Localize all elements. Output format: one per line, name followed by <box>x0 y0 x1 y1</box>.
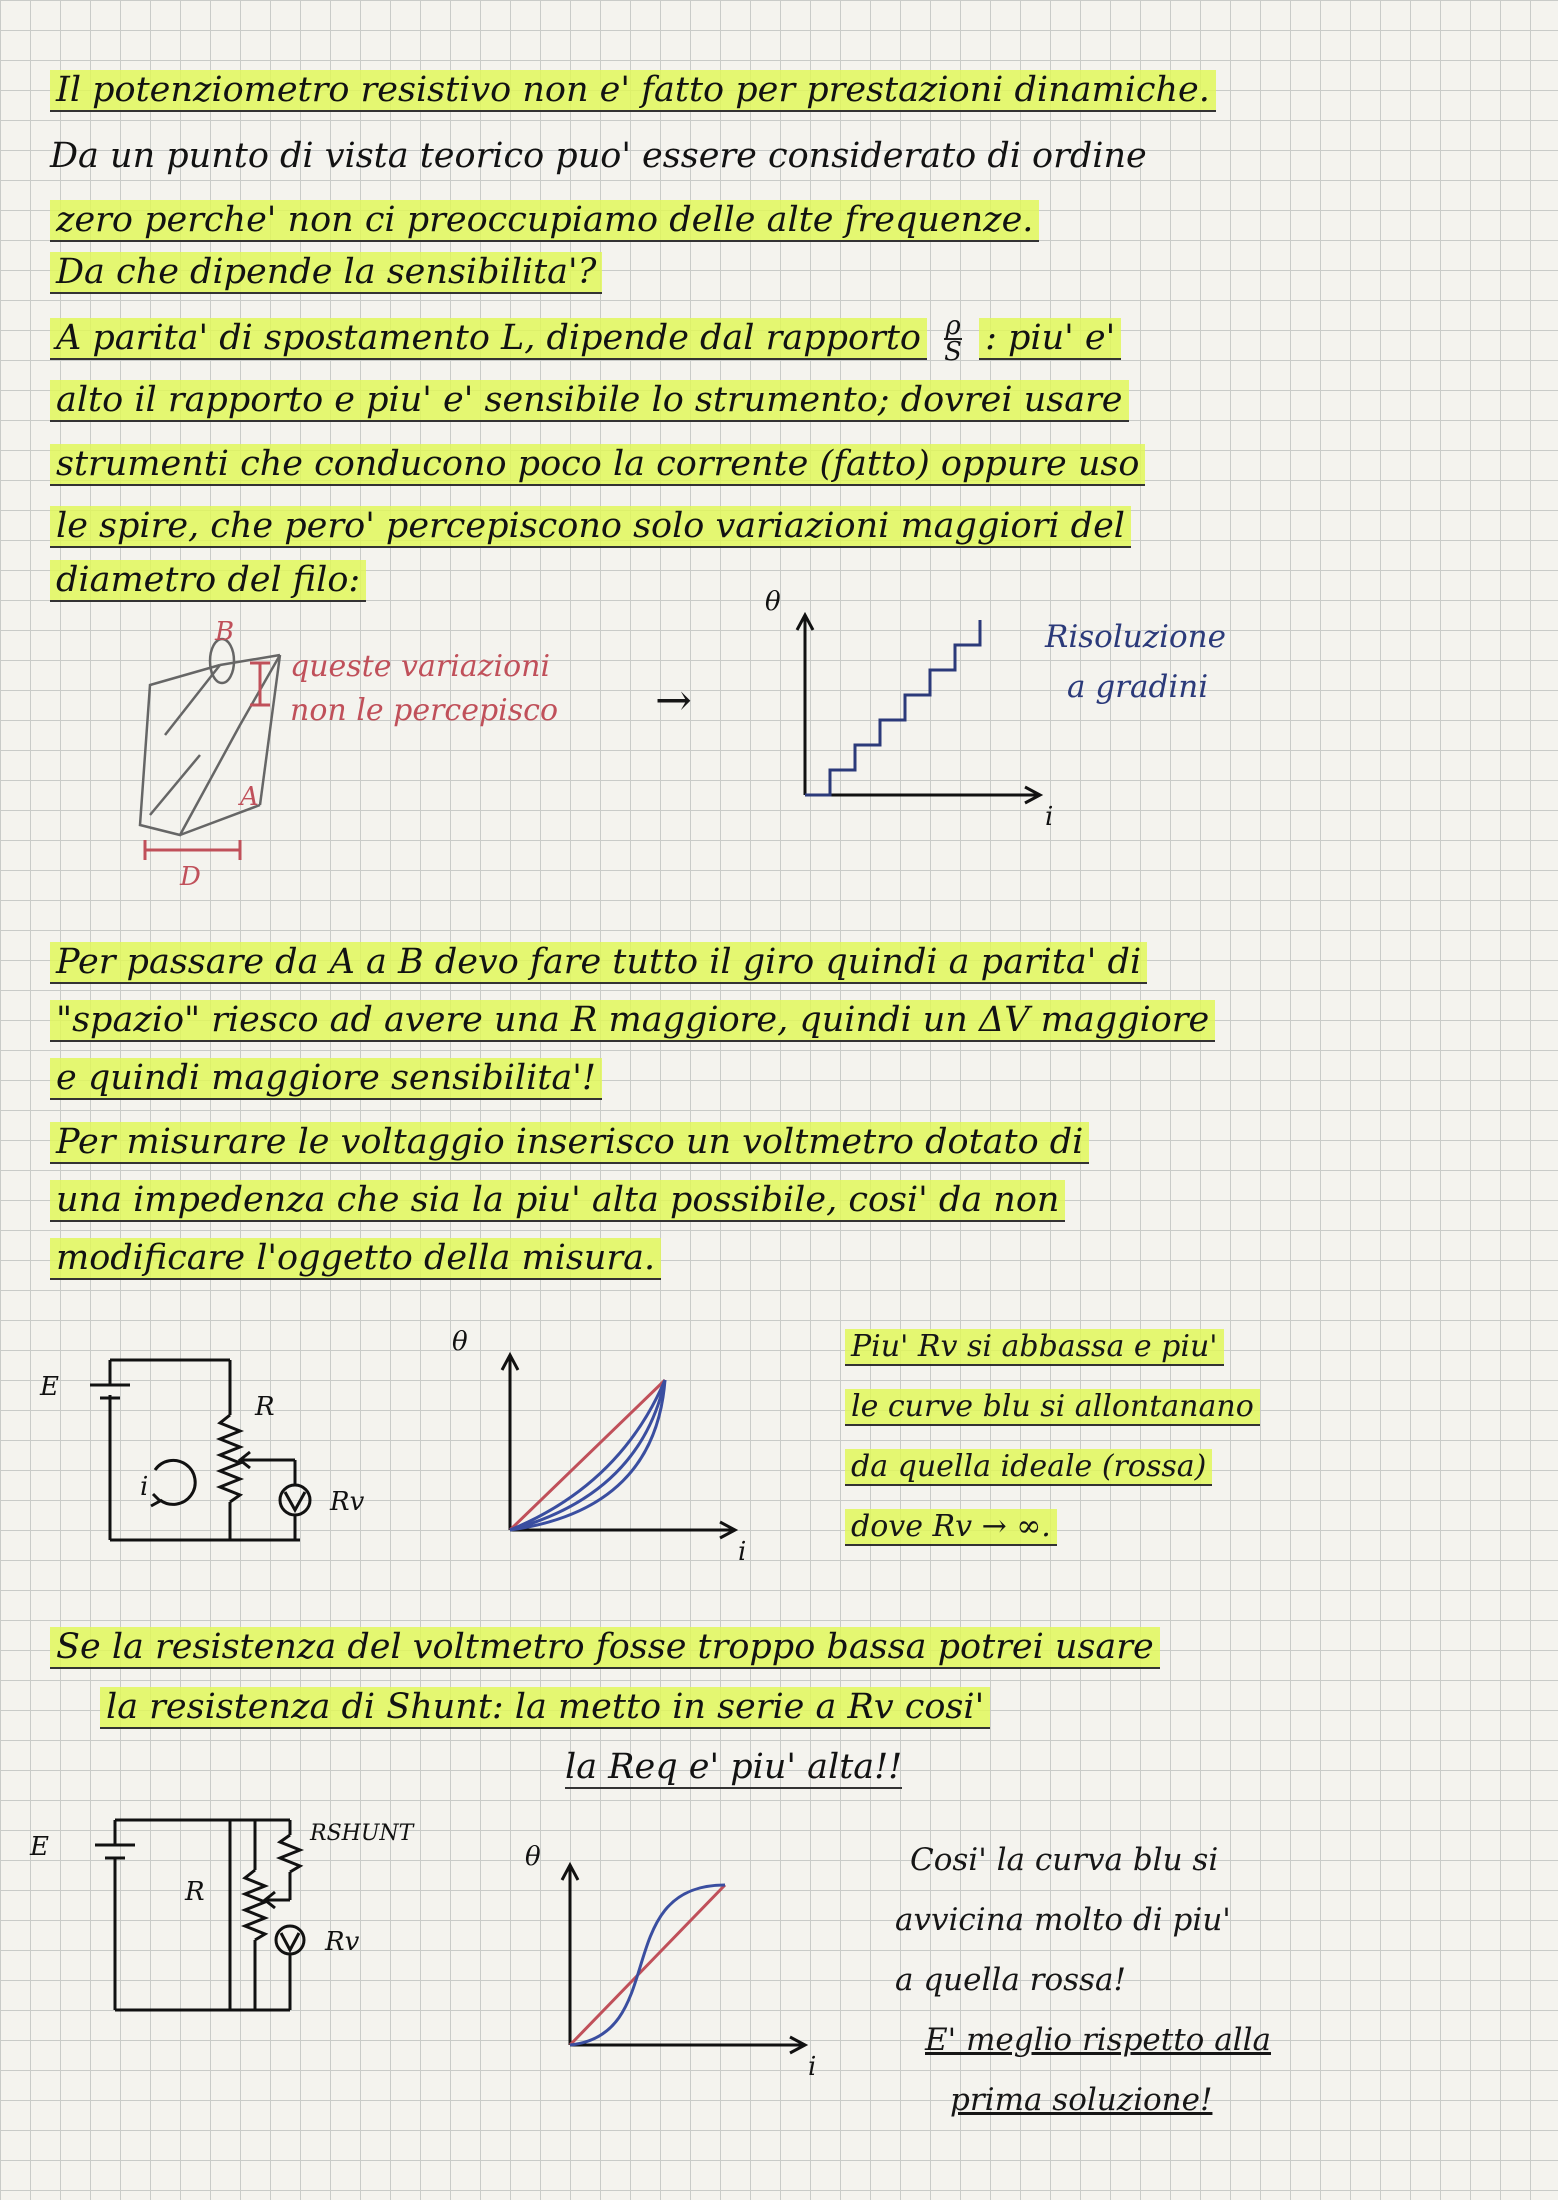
text-line: la Req e' piu' alta!! <box>565 1747 903 1787</box>
label-b: B <box>215 617 235 647</box>
label-rv: Rv <box>325 1927 360 1957</box>
ideal-red-line <box>570 1885 725 2045</box>
text-line: zero perche' non ci preoccupiamo delle alte frequenze. <box>50 198 1039 242</box>
voltmeter-circuit <box>35 1340 375 1560</box>
arrow-icon: → <box>655 675 692 726</box>
x-axis-label: i <box>1045 802 1054 832</box>
shunt-graph <box>520 1842 820 2085</box>
text-line: Per misurare le voltaggio inserisco un voltmetro dotato di <box>50 1120 1089 1164</box>
label-e: E <box>30 1832 49 1862</box>
text-line: la resistenza di Shunt: la metto in serie a Rv cosi' <box>100 1685 990 1729</box>
step-response-graph <box>760 587 1060 840</box>
text-line: Il potenziometro resistivo non e' fatto per prestazioni dinamiche. <box>50 68 1216 112</box>
note-3: Cosi' la curva blu si avvicina molto di piu' a quella rossa! E' meglio rispetto alla prima soluzione! <box>895 1842 1271 2118</box>
text-line: Da che dipende la sensibilita'? <box>50 250 602 294</box>
text-line: le spire, che pero' percepiscono solo variazioni maggiori del <box>50 504 1131 548</box>
note-line: dove Rv → ∞. <box>845 1505 1057 1549</box>
label-r: R <box>255 1392 275 1422</box>
wire-note: queste variazioni non le percepisco <box>290 649 559 728</box>
label-a: A <box>240 782 259 812</box>
text-line: Per passare da A a B devo fare tutto il giro quindi a parita' di <box>50 940 1147 984</box>
text-line: modificare l'oggetto della misura. <box>50 1236 661 1280</box>
text-line: Da un punto di vista teorico puo' essere considerato di ordine <box>50 136 1147 176</box>
label-e: E <box>40 1372 59 1402</box>
text-line: strumenti che conducono poco la corrente (fatto) oppure uso <box>50 442 1145 486</box>
label-d: D <box>180 862 201 892</box>
label-r: R <box>185 1877 205 1907</box>
step-curve <box>805 620 980 795</box>
label-rshunt: RSHUNT <box>310 1821 414 1846</box>
label-rv: Rv <box>330 1487 365 1517</box>
text-line: alto il rapporto e piu' e' sensibile lo strumento; dovrei usare <box>50 378 1129 422</box>
y-axis-label: θ <box>452 1327 468 1357</box>
y-axis-label: θ <box>765 587 781 617</box>
note-line: da quella ideale (rossa) <box>845 1445 1212 1489</box>
text-line: e quindi maggiore sensibilita'! <box>50 1056 602 1100</box>
text-line: A parita' di spostamento L, dipende dal rapporto $\frac{\rho}{S}$ : piu' e' <box>50 314 1121 364</box>
text-line: Se la resistenza del voltmetro fosse troppo bassa potrei usare <box>50 1625 1160 1669</box>
note-line: Piu' Rv si abbassa e piu' <box>845 1325 1224 1369</box>
text-line: diametro del filo: <box>50 558 366 602</box>
y-axis-label: θ <box>525 1842 541 1872</box>
step-note: Risoluzione a gradini <box>1045 619 1226 705</box>
x-axis-label: i <box>808 2052 817 2082</box>
loading-effect-graph <box>450 1327 750 1575</box>
shunt-circuit <box>25 1800 414 2030</box>
note-line: le curve blu si allontanano <box>845 1385 1260 1429</box>
text-line: "spazio" riesco ad avere una R maggiore, quindi un ΔV maggiore <box>50 998 1215 1042</box>
x-axis-label: i <box>738 1537 747 1567</box>
label-current: i <box>140 1472 149 1502</box>
ratio-fraction: $\frac{\rho}{S}$ <box>944 311 962 367</box>
text-line: una impedenza che sia la piu' alta possibile, cosi' da non <box>50 1178 1065 1222</box>
